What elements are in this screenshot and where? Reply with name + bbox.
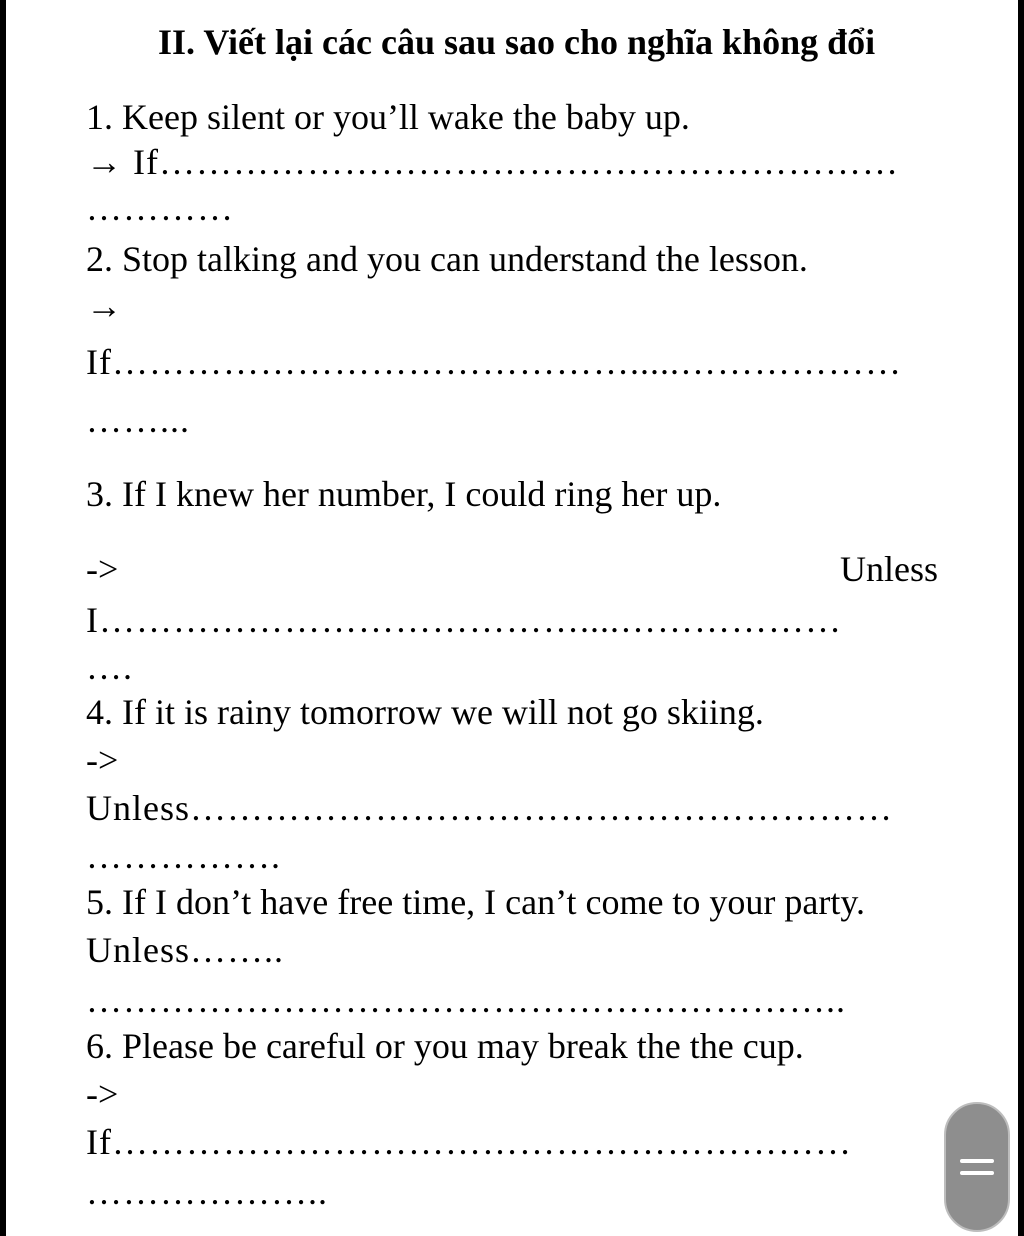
question-3-unless-label: Unless: [840, 549, 938, 589]
question-3-answer-line: I…………………………………....………………: [86, 600, 842, 640]
question-3-arrow: ->: [86, 549, 119, 589]
question-6-answer-continuation: ………………..: [86, 1172, 328, 1212]
question-4-answer-line: Unless…………………………………………………: [86, 788, 893, 828]
question-3-prompt: 3. If I knew her number, I could ring her up.: [86, 474, 722, 514]
question-2-answer-continuation: ……...: [86, 400, 190, 440]
grip-line-icon: [960, 1171, 994, 1175]
question-1-answer-line: → If……………………………………………………: [86, 142, 899, 182]
question-6-answer-line: If……………………………………………………: [86, 1122, 852, 1162]
question-3-answer-continuation: ….: [86, 647, 133, 687]
question-4-prompt: 4. If it is rainy tomorrow we will not go skiing.: [86, 692, 764, 732]
question-6-arrow: ->: [86, 1074, 119, 1114]
question-2-prompt: 2. Stop talking and you can understand the lesson.: [86, 239, 808, 279]
question-5-prompt: 5. If I don’t have free time, I can’t come to your party.: [86, 882, 866, 922]
question-1-prompt: 1. Keep silent or you’ll wake the baby up.: [86, 97, 690, 137]
exercise-title: II. Viết lại các câu sau sao cho nghĩa không đổi: [158, 22, 876, 62]
question-4-arrow: ->: [86, 740, 119, 780]
question-2-arrow: →: [86, 286, 122, 326]
question-2-answer-line: If…………………………………….....………………: [86, 342, 902, 382]
grip-line-icon: [960, 1159, 994, 1163]
question-5-answer-line: Unless……..: [86, 930, 284, 970]
question-6-prompt: 6. Please be careful or you may break the the cup.: [86, 1026, 804, 1066]
worksheet-page: [6, 0, 1018, 1236]
scroll-handle[interactable]: [944, 1102, 1010, 1232]
question-5-answer-continuation: ……………………………………………………..: [86, 980, 846, 1020]
question-1-answer-continuation: …………: [86, 188, 234, 228]
question-4-answer-continuation: …………….: [86, 836, 281, 876]
